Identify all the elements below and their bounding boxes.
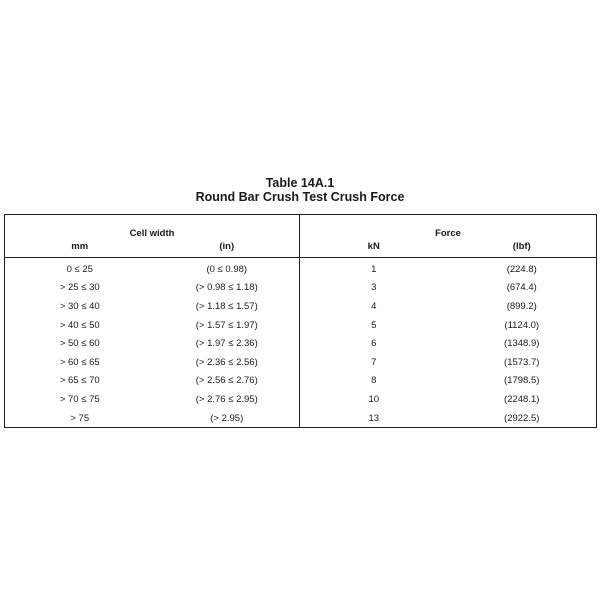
table-row [5, 353, 597, 372]
kn-cell: 8 [371, 375, 377, 387]
table-body [5, 258, 597, 428]
in-cell: (0 ≤ 0.98) [155, 258, 300, 279]
table-row [5, 372, 597, 391]
kn-cell: 6 [371, 338, 377, 350]
crush-force-table [4, 214, 597, 428]
lbf-cell: (899.2) [506, 300, 537, 312]
table-row [5, 316, 597, 335]
in-cell: (> 1.18 ≤ 1.57) [155, 297, 300, 316]
table-row [5, 409, 597, 428]
in-cell: (> 2.95) [155, 409, 300, 428]
mm-cell: > 30 ≤ 40 [59, 300, 100, 312]
in-cell: (> 1.57 ≤ 1.97) [155, 316, 300, 335]
lbf-cell: (2248.1) [504, 393, 540, 405]
kn-header: kN [300, 240, 448, 258]
table-row [5, 334, 597, 353]
kn-cell: 3 [371, 282, 377, 294]
header-group-row [5, 215, 597, 241]
kn-cell: 1 [371, 263, 377, 275]
force-header: Force [435, 228, 461, 239]
kn-cell: 4 [371, 300, 377, 312]
table-row [5, 297, 597, 316]
mm-cell: > 75 [70, 412, 90, 424]
mm-cell: > 40 ≤ 50 [59, 319, 100, 331]
lbf-cell: (1798.5) [504, 375, 540, 387]
kn-cell: 7 [371, 356, 377, 368]
in-cell: (> 2.56 ≤ 2.76) [155, 372, 300, 391]
mm-cell: > 25 ≤ 30 [59, 282, 100, 294]
mm-cell: > 60 ≤ 65 [59, 356, 100, 368]
table-row [5, 258, 597, 279]
mm-cell: 0 ≤ 25 [66, 263, 93, 275]
mm-cell: > 70 ≤ 75 [59, 393, 100, 405]
in-header: (in) [155, 240, 300, 258]
mm-header: mm [5, 240, 155, 258]
mm-cell: > 65 ≤ 70 [59, 375, 100, 387]
header-unit-row [5, 240, 597, 258]
in-cell: (> 1.97 ≤ 2.36) [155, 334, 300, 353]
lbf-header: (lbf) [448, 240, 597, 258]
table-row [5, 390, 597, 409]
in-cell: (> 0.98 ≤ 1.18) [155, 279, 300, 298]
in-cell: (> 2.76 ≤ 2.95) [155, 390, 300, 409]
in-cell: (> 2.36 ≤ 2.56) [155, 353, 300, 372]
table-title: Round Bar Crush Test Crush Force [195, 190, 405, 204]
table-row [5, 279, 597, 298]
lbf-cell: (224.8) [506, 263, 537, 275]
table-number: Table 14A.1 [265, 176, 335, 190]
kn-cell: 13 [368, 412, 380, 424]
lbf-cell: (674.4) [506, 282, 537, 294]
kn-cell: 5 [371, 319, 377, 331]
cell-width-header: Cell width [5, 215, 300, 241]
lbf-cell: (1348.9) [504, 338, 540, 350]
kn-cell: 10 [368, 393, 380, 405]
lbf-cell: (1573.7) [504, 356, 540, 368]
mm-cell: > 50 ≤ 60 [59, 338, 100, 350]
lbf-cell: (2922.5) [504, 412, 540, 424]
lbf-cell: (1124.0) [504, 319, 540, 331]
